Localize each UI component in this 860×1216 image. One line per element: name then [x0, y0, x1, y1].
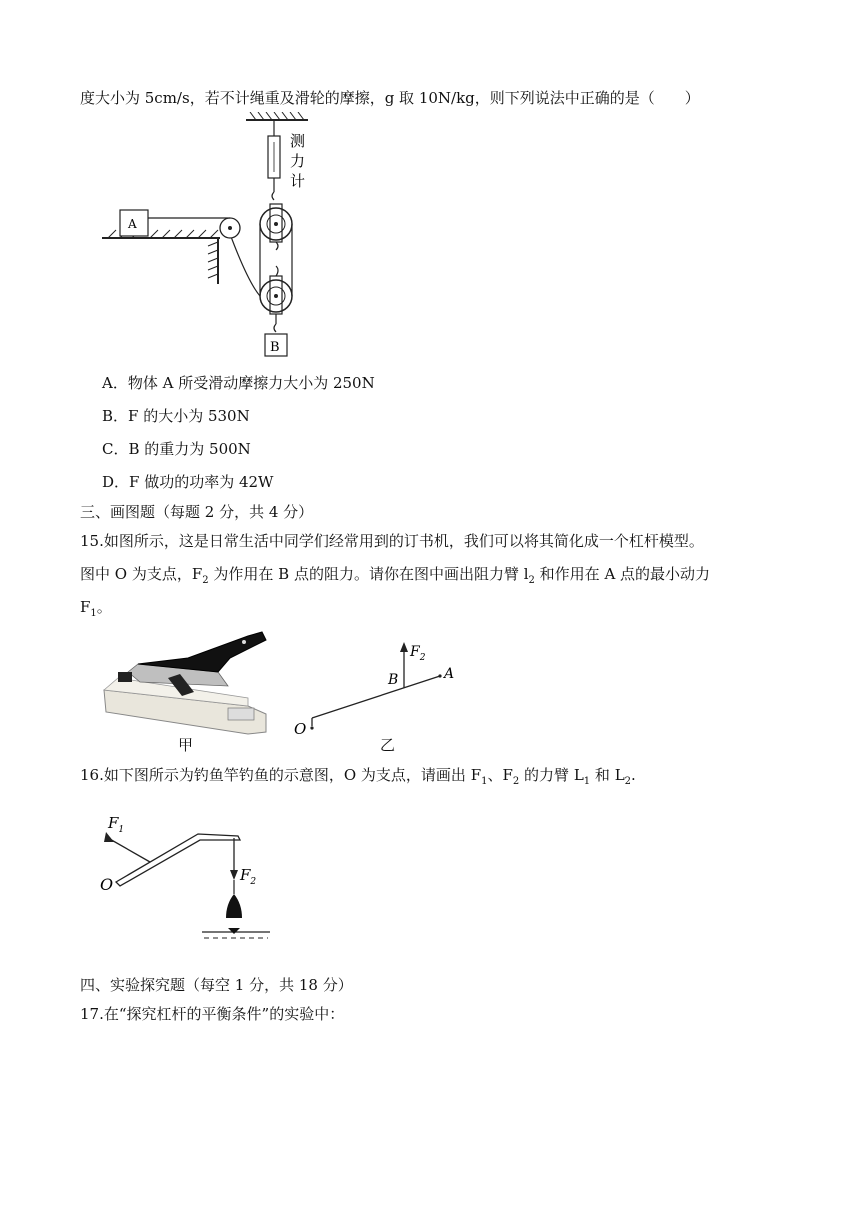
- meter-label-1: 测: [290, 132, 306, 150]
- lever-diagram: [288, 634, 478, 744]
- section-3-title: 三、画图题（每题 2 分，共 4 分）: [80, 503, 314, 521]
- label-a: A: [444, 666, 455, 682]
- option-a: A．物体 A 所受滑动摩擦力大小为 250N: [102, 374, 375, 392]
- label-b: B: [388, 672, 399, 688]
- question-15-line-3: $F_1$。: [80, 598, 112, 619]
- label-o: O: [100, 875, 114, 894]
- meter-label-2: 力: [290, 152, 306, 170]
- option-d: D．F 做功的功率为 42W: [102, 473, 274, 491]
- question-16-text: 16.如下图所示为钓鱼竿钓鱼的示意图，O 为支点，请画出 $F_1$、$F_2$ 的力臂 $L_1$ 和 $L_2$.: [80, 766, 636, 787]
- label-f2: $F_2$: [240, 866, 257, 887]
- block-b-label: B: [270, 340, 280, 355]
- block-a-label: A: [128, 217, 137, 231]
- stapler-photo: [98, 628, 278, 738]
- figure-caption-left: 甲: [178, 736, 194, 754]
- question-15-line-1: 15.如图所示，这是日常生活中同学们经常用到的订书机，我们可以将其简化成一个杠杆模型。: [80, 532, 704, 550]
- question-17-text: 17.在“探究杠杆的平衡条件”的实验中：: [80, 1005, 345, 1023]
- figure-caption-right: 乙: [380, 736, 396, 754]
- option-c: C．B 的重力为 500N: [102, 440, 251, 458]
- fishing-rod-figure: [98, 810, 298, 960]
- label-f2: $F_2$: [410, 644, 426, 663]
- section-4-title: 四、实验探究题（每空 1 分，共 18 分）: [80, 976, 353, 994]
- label-f1: $F_1$: [108, 814, 125, 835]
- question-14-stem: 度大小为 5cm/s，若不计绳重及滑轮的摩擦，g 取 10N/kg，则下列说法中正确的是（ ）: [80, 89, 700, 107]
- meter-label-3: 计: [290, 172, 306, 190]
- label-o: O: [294, 720, 307, 738]
- pulley-system-figure: [98, 112, 358, 362]
- fish-bell: [226, 894, 242, 918]
- option-b: B．F 的大小为 530N: [102, 407, 250, 425]
- question-15-line-2: 图中 O 为支点，$F_2$ 为作用在 B 点的阻力。请你在图中画出阻力臂 $l_2$ 和作用在 A 点的最小动力: [80, 565, 711, 586]
